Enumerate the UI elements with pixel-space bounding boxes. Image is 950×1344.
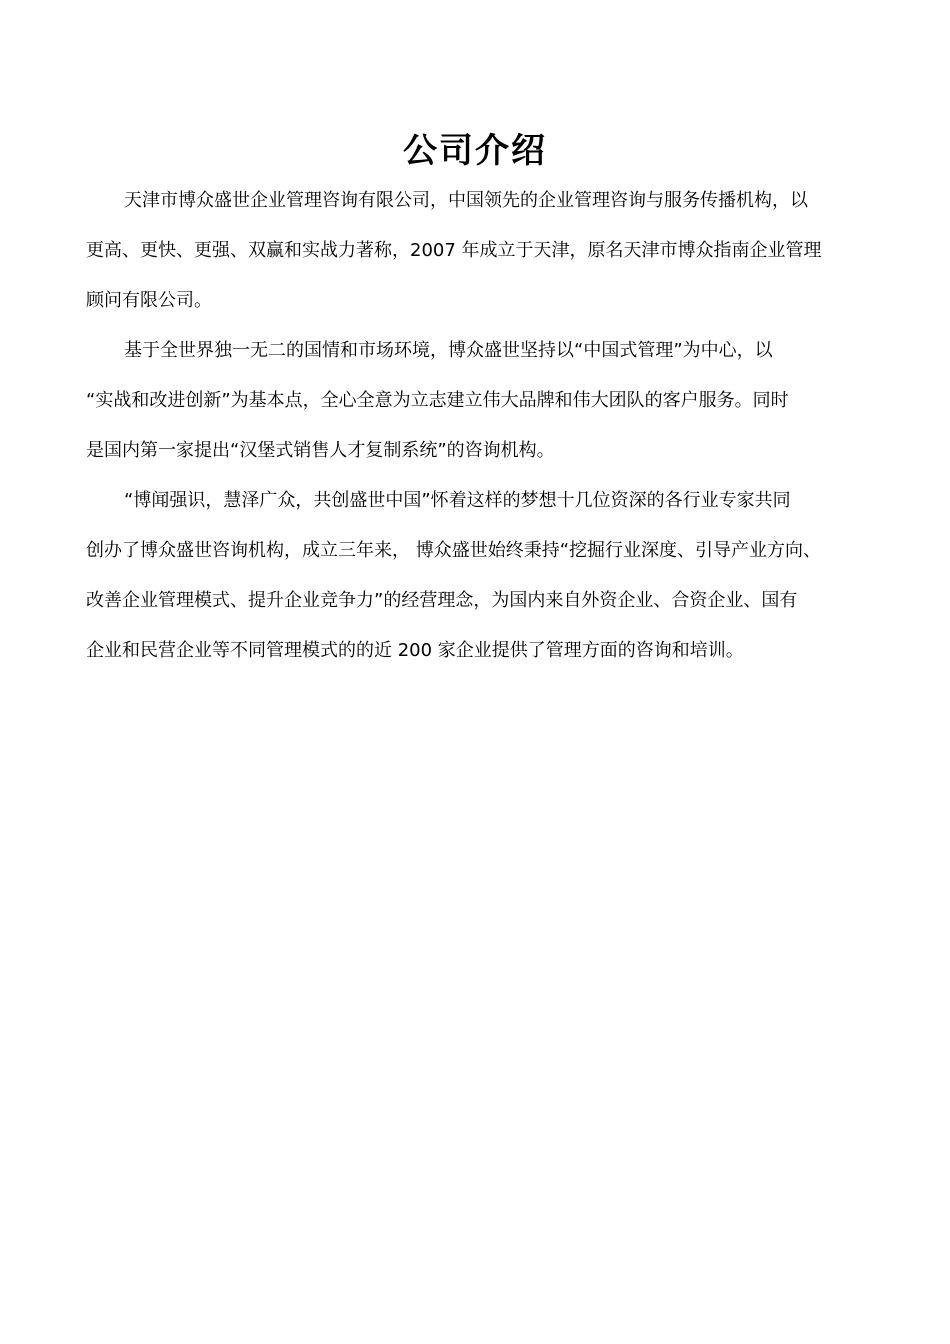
paragraph-3-line-4: 企业和民营企业等不同管理模式的的近 200 家企业提供了管理方面的咨询和培训。 bbox=[86, 640, 744, 661]
paragraph-1-line-1: 天津市博众盛世企业管理咨询有限公司，中国领先的企业管理咨询与服务传播机构，以 bbox=[124, 190, 808, 211]
paragraph-2-line-3: 是国内第一家提出“汉堡式销售人才复制系统”的咨询机构。 bbox=[86, 440, 555, 461]
paragraph-2-line-1: 基于全世界独一无二的国情和市场环境，博众盛世坚持以“中国式管理”为中心，以 bbox=[124, 340, 773, 361]
paragraph-3-line-1: “博闻强识，慧泽广众，共创盛世中国”怀着这样的梦想十几位资深的各行业专家共同 bbox=[124, 490, 791, 511]
paragraph-3-line-3: 改善企业管理模式、提升企业竞争力”的经营理念，为国内来自外资企业、合资企业、国有 bbox=[86, 590, 798, 611]
document-body bbox=[86, 176, 866, 676]
paragraph-1-line-3: 顾问有限公司。 bbox=[86, 290, 212, 311]
page-title: 公司介绍 bbox=[403, 131, 547, 171]
paragraph-3-line-2: 创办了博众盛世咨询机构，成立三年来， 博众盛世始终秉持“挖掘行业深度、引导产业方向、 bbox=[86, 540, 822, 561]
paragraph-1-line-2: 更高、更快、更强、双赢和实战力著称，2007 年成立于天津，原名天津市博众指南企业管理 bbox=[86, 240, 822, 261]
paragraph-2-line-2: “实战和改进创新”为基本点，全心全意为立志建立伟大品牌和伟大团队的客户服务。同时 bbox=[86, 390, 789, 411]
